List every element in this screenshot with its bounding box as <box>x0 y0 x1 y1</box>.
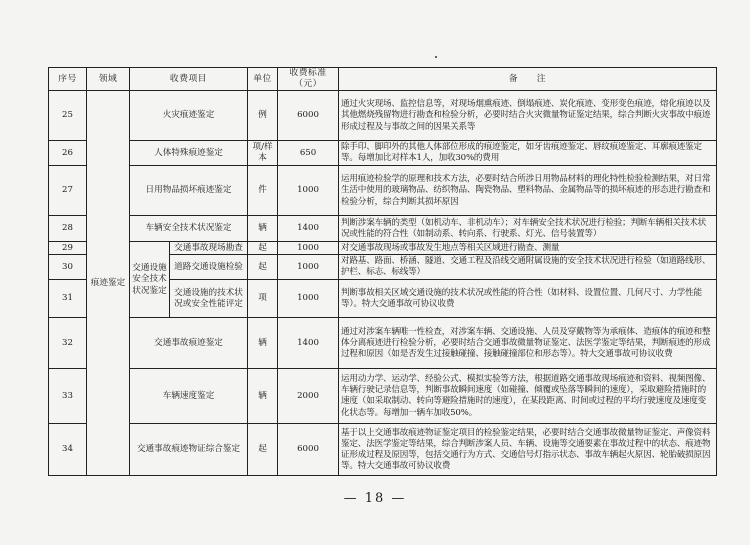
row-unit: 项 <box>248 280 278 318</box>
row-remark: 通过火灾现场、监控信息等，对现场烟熏痕迹、倒塌痕迹、炭化痕迹、变形变色痕迹，熔化痕迹以及其他燃烧残留物进行勘查和检验分析，必要时结合火灾微量物证鉴定结果，综合判断火灾事故中痕迹形成过程及与事故之间的因果关系等 <box>339 91 717 141</box>
row-fee: 1000 <box>278 255 339 280</box>
row-fee: 6000 <box>278 91 339 141</box>
row-item: 火灾痕迹鉴定 <box>130 91 248 141</box>
header-remark: 备 注 <box>339 68 717 91</box>
table-row <box>49 166 717 216</box>
domain-cell: 痕迹鉴定 <box>87 91 130 476</box>
row-remark: 对路基、路面、桥涵、隧道、交通工程及沿线交通附属设施的安全技术状况进行检验（如道路线形、护栏、标志、标线等） <box>339 255 717 280</box>
row-unit: 例 <box>248 91 278 141</box>
table-row <box>49 141 717 166</box>
row-no: 26 <box>49 141 87 166</box>
row-item: 交通设施的技术状况或安全性能评定 <box>170 280 248 318</box>
row-no: 30 <box>49 255 87 280</box>
row-unit: 件 <box>248 166 278 216</box>
row-remark: 通过对涉案车辆唯一性检查，对涉案车辆、交通设施、人员及穿戴物等为承痕体、造痕体的痕迹和整体分离痕迹进行检验分析，必要时结合交通事故微量物证鉴定、法医学鉴定等结果，判断痕迹的形成过程和原因（如是否发生过接触碰撞、接触碰撞部位和形态等）。特大交通事故可协议收费 <box>339 318 717 369</box>
row-fee: 1000 <box>278 242 339 255</box>
row-no: 29 <box>49 242 87 255</box>
row-fee: 650 <box>278 141 339 166</box>
row-no: 31 <box>49 280 87 318</box>
page-number: — 18 — <box>343 491 407 506</box>
row-remark: 判断涉案车辆的类型（如机动车、非机动车）；对车辆安全技术状况进行检验；判断车辆相关技术状况或性能的符合性（如制动系、转向系、行驶系、灯光、信号装置等） <box>339 216 717 242</box>
table-header-row <box>49 68 717 91</box>
row-remark: 基于以上交通事故痕迹物证鉴定项目的检验鉴定结果，必要时结合交通事故微量物证鉴定、声像资料鉴定、法医学鉴定等结果，综合判断涉案人员、车辆、设施等交通要素在事故过程中的状态、痕迹物证形成过程及原因等，包括交通行为方式、交通信号灯指示状态、事故车辆起火原因、轮胎破损原因等。特大交通事故可协议收费 <box>339 424 717 476</box>
fee-table <box>48 67 717 476</box>
row-remark: 对交通事故现场或事故发生地点等相关区域进行勘查、测量 <box>339 242 717 255</box>
row-fee: 1400 <box>278 216 339 242</box>
row-fee: 2000 <box>278 369 339 424</box>
row-item: 日用物品损坏痕迹鉴定 <box>130 166 248 216</box>
row-unit: 起 <box>248 255 278 280</box>
row-fee: 6000 <box>278 424 339 476</box>
row-fee: 1000 <box>278 280 339 318</box>
row-remark: 运用动力学、运动学、经验公式、模拟实验等方法，根据道路交通事故现场痕迹和资料、视频图像、车辆行驶记录信息等，判断事故瞬间速度（如碰撞、倾覆或坠落等瞬间的速度），采取避险措施时的速度（如采取制动、转向等避险措施时的速度），在某段距离、时间或过程的平均行驶速度及速度变化状态等。每增加一辆车加收50%。 <box>339 369 717 424</box>
row-no: 25 <box>49 91 87 141</box>
row-unit: 起 <box>248 242 278 255</box>
row-no: 34 <box>49 424 87 476</box>
row-unit: 起 <box>248 424 278 476</box>
row-unit: 辆 <box>248 318 278 369</box>
row-item: 交通事故现场勘查 <box>170 242 248 255</box>
row-fee: 1400 <box>278 318 339 369</box>
table-row <box>49 318 717 369</box>
table-row <box>49 369 717 424</box>
header-fee: 收费标准（元） <box>278 68 339 91</box>
row-item: 车辆安全技术状况鉴定 <box>130 216 248 242</box>
group-cell: 交通设施安全技术状况鉴定 <box>130 242 170 318</box>
header-no: 序号 <box>49 68 87 91</box>
row-item: 车辆速度鉴定 <box>130 369 248 424</box>
header-unit: 单位 <box>248 68 278 91</box>
row-no: 32 <box>49 318 87 369</box>
row-item: 道路交通设施检验 <box>170 255 248 280</box>
table-row <box>49 424 717 476</box>
row-remark: 除手印、脚印外的其他人体部位形成的痕迹鉴定，如牙齿痕迹鉴定、唇纹痕迹鉴定、耳廓痕迹鉴定等。每增加比对样本1人，加收30%的费用 <box>339 141 717 166</box>
row-unit: 辆 <box>248 369 278 424</box>
table-row <box>49 242 717 255</box>
row-no: 27 <box>49 166 87 216</box>
row-item: 交通事故痕迹物证综合鉴定 <box>130 424 248 476</box>
row-remark: 判断事故相关区域交通设施的技术状况或性能的符合性（如材料、设置位置、几何尺寸、力学性能等）。特大交通事故可协议收费 <box>339 280 717 318</box>
row-unit: 辆 <box>248 216 278 242</box>
row-unit: 项/样本 <box>248 141 278 166</box>
row-remark: 运用痕迹检验学的原理和技术方法，必要时结合所涉日用物品材料的理化特性检验检测结果，对日常生活中使用的玻璃物品、纺织物品、陶瓷物品、塑料物品、金属物品等的损坏痕迹的形态进行勘查和检验分析，综合判断其损坏原因 <box>339 166 717 216</box>
header-domain: 领域 <box>87 68 130 91</box>
scan-speck <box>435 56 437 58</box>
row-fee: 1000 <box>278 166 339 216</box>
header-item: 收费项目 <box>130 68 248 91</box>
row-no: 28 <box>49 216 87 242</box>
table-row <box>49 216 717 242</box>
row-no: 33 <box>49 369 87 424</box>
table-row <box>49 91 717 141</box>
row-item: 交通事故痕迹鉴定 <box>130 318 248 369</box>
row-item: 人体特殊痕迹鉴定 <box>130 141 248 166</box>
